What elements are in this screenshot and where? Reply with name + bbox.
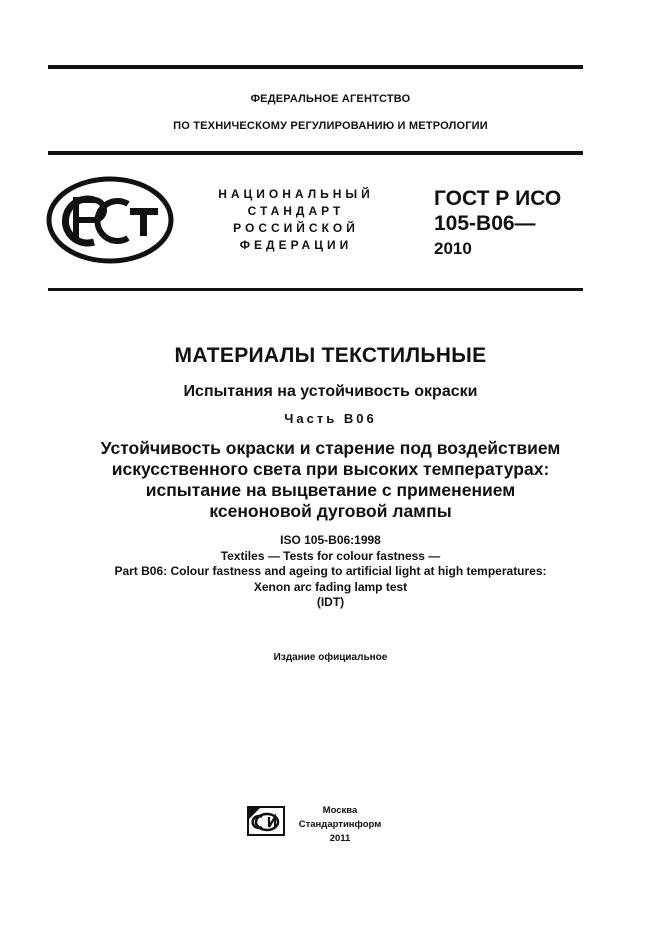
document-subtitle: Испытания на устойчивость окраски bbox=[183, 383, 478, 400]
publisher-city: Москва bbox=[322, 805, 358, 816]
national-standard-line-1: НАЦИОНАЛЬНЫЙ bbox=[218, 187, 374, 201]
publisher-year: 2011 bbox=[329, 833, 351, 844]
publisher-name: Стандартинформ bbox=[298, 819, 382, 830]
designation-year: 2010 bbox=[434, 239, 472, 258]
designation-line-1: ГОСТ Р ИСО bbox=[434, 187, 562, 210]
description-line-1: Устойчивость окраски и старение под воздействием bbox=[100, 438, 561, 458]
agency-line-2: ПО ТЕХНИЧЕСКОМУ РЕГУЛИРОВАНИЮ И МЕТРОЛОГИИ bbox=[173, 120, 488, 132]
document-part: Часть B06 bbox=[284, 411, 377, 426]
header-rule bbox=[48, 151, 583, 155]
agency-line-1: ФЕДЕРАЛЬНОЕ АГЕНТСТВО bbox=[250, 93, 411, 105]
iso-title-line-3: Xenon arc fading lamp test bbox=[253, 579, 408, 594]
standartinform-logo-icon bbox=[247, 806, 285, 836]
rst-gost-logo-icon bbox=[46, 176, 174, 264]
edition-note: Издание официальное bbox=[273, 652, 388, 663]
document-title: МАТЕРИАЛЫ ТЕКСТИЛЬНЫЕ bbox=[174, 344, 487, 367]
iso-equivalence: (IDT) bbox=[316, 595, 345, 609]
iso-title-line-2: Part B06: Colour fastness and ageing to artificial light at high temperatures: bbox=[114, 564, 547, 578]
description-line-2: искусственного света при высоких температурах: bbox=[111, 459, 550, 479]
description-line-3: испытание на выцветание с применением bbox=[145, 480, 516, 500]
iso-number: ISO 105-B06:1998 bbox=[280, 533, 381, 547]
iso-title-line-1: Textiles — Tests for colour fastness — bbox=[220, 548, 441, 563]
designation-line-2: 105-B06— bbox=[434, 212, 536, 235]
document-description bbox=[30, 438, 631, 522]
standard-designation bbox=[434, 186, 561, 261]
national-standard-line-4: ФЕДЕРАЦИИ bbox=[239, 238, 353, 252]
description-line-4: ксеноновой дуговой лампы bbox=[209, 501, 452, 521]
publisher-block bbox=[296, 804, 384, 846]
international-reference bbox=[30, 533, 631, 611]
national-standard-line-2: СТАНДАРТ bbox=[247, 204, 345, 218]
national-standard-label bbox=[210, 186, 382, 254]
top-rule bbox=[48, 65, 583, 69]
designation-rule bbox=[48, 288, 583, 291]
national-standard-line-3: РОССИЙСКОЙ bbox=[233, 221, 359, 235]
